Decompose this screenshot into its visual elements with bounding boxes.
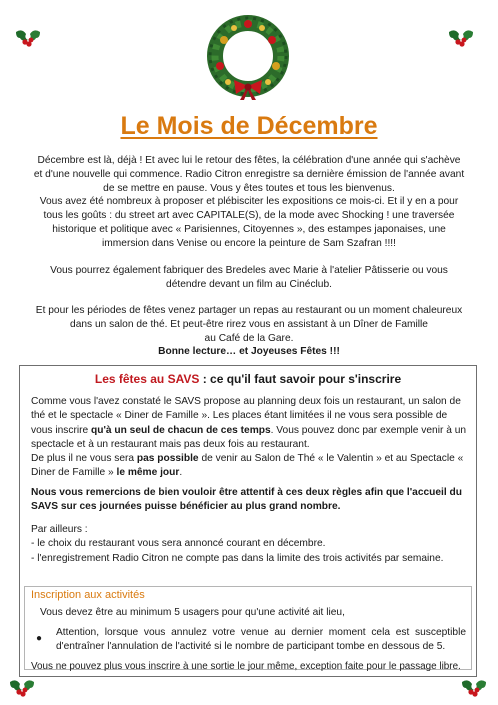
inscription-footer: Vous ne pouvez plus vous inscrire à une sortie le jour même, exception faite pour le passage libre.: [31, 661, 461, 672]
savs-bold-text: le même jour: [116, 467, 180, 479]
closing-line: Bonne lecture… et Joyeuses Fêtes !!!: [158, 346, 340, 358]
savs-list-item: - l'enregistrement Radio Citron ne compte pas dans la limite des trois activités par semaine.: [31, 552, 444, 564]
inscription-title: Inscription aux activités: [31, 589, 145, 601]
savs-list-item: - le choix du restaurant vous sera annoncé courant en décembre.: [31, 538, 326, 550]
intro-line: de se mettre en pause. Vous y êtes toutes et tous les bienvenus.: [103, 182, 395, 194]
savs-paragraph-3: [31, 486, 469, 515]
inscription-line-1: Vous devez être au minimum 5 usagers pour qu'une activité ait lieu,: [40, 607, 345, 618]
intro-paragraph-2: [14, 264, 484, 292]
intro-line: détendre devant un film au Cinéclub.: [166, 278, 332, 290]
intro-line: tous les goûts : du street art avec CAPITALE(S), de la mode avec Shocking ! une traversée: [43, 210, 455, 222]
holly-icon: [14, 26, 42, 52]
bullet-icon: ●: [36, 633, 43, 644]
savs-text: .: [179, 467, 183, 479]
holly-icon: [460, 676, 488, 702]
christmas-wreath-icon: [198, 10, 298, 102]
intro-line: et d'une nouvelle qui commence. Radio Citron enregistre sa dernière émission de l'année avant: [33, 168, 465, 180]
savs-text: . Vous pouvez donc par exemple venir à un spectacle et à un restaurant mais pas deux fois au restaurant.: [31, 424, 467, 450]
savs-title-black: : ce qu'il faut savoir pour s'inscrire: [199, 372, 402, 386]
intro-paragraph-3: [14, 304, 484, 359]
savs-par-ailleurs: [31, 523, 469, 566]
holly-icon: [447, 26, 475, 52]
intro-line: immersion dans Venise ou encore la peinture de Sam Szafran !!!!: [102, 237, 396, 249]
savs-text: Par ailleurs :: [31, 524, 88, 535]
savs-bold-text: pas possible: [136, 453, 199, 464]
holly-icon: [8, 676, 36, 702]
intro-paragraph-1: [14, 154, 484, 251]
savs-text: Comme vous l'avez constaté le SAVS propose au planning deux fois un restaurant, un salon de thé et le spectacle « Diner de Famille ». Les places étant limitées il ne vous sera possible de vous inscrire: [31, 396, 461, 436]
intro-line: dans un salon de thé. Et peut-être rirez vous en assistant à un Dîner de Famille: [70, 318, 428, 330]
intro-line: Et pour les périodes de fêtes venez partager un repas au restaurant ou un moment chaleureux: [35, 305, 463, 316]
page-title: Le Mois de Décembre: [120, 112, 378, 140]
savs-paragraph-1: [31, 395, 469, 452]
savs-box-title: [19, 372, 477, 386]
savs-text: de venir au Salon de Thé « le Valentin » et au Spectacle « Diner de Famille »: [31, 453, 464, 479]
savs-paragraph-2: [31, 452, 469, 481]
intro-line: Décembre est là, déjà ! Et avec lui le retour des fêtes, la célébration d'une année qui s'achève: [37, 155, 461, 166]
intro-line: Vous avez été nombreux à proposer et plébisciter les expositions ce mois-ci. Et il y en a pour: [39, 196, 459, 208]
intro-line: au Café de la Gare.: [204, 332, 294, 344]
savs-bold-text: qu'à un seul de chacun de ces temps: [91, 424, 271, 436]
savs-title-red: Les fêtes au SAVS: [94, 372, 200, 386]
intro-line: Vous pourrez également fabriquer des Bredeles avec Marie à l'atelier Pâtisserie ou vous: [50, 265, 448, 276]
savs-bold-text: Nous vous remercions de bien vouloir être attentif à ces deux règles afin que l'accueil du SAVS sur ces journées puisse bénéficier au plus grand nombre.: [31, 487, 462, 513]
intro-line: historique et politique avec « Parisiennes, Citoyennes », des estampes japonaises, une: [52, 223, 446, 235]
inscription-bullet: Attention, lorsque vous annulez votre venue au dernier moment cela est susceptible d'entraîner l'annulation de l'activité si le nombre de participant tombe en dessous de 5.: [56, 627, 466, 653]
savs-text: De plus il ne vous sera: [31, 453, 137, 464]
